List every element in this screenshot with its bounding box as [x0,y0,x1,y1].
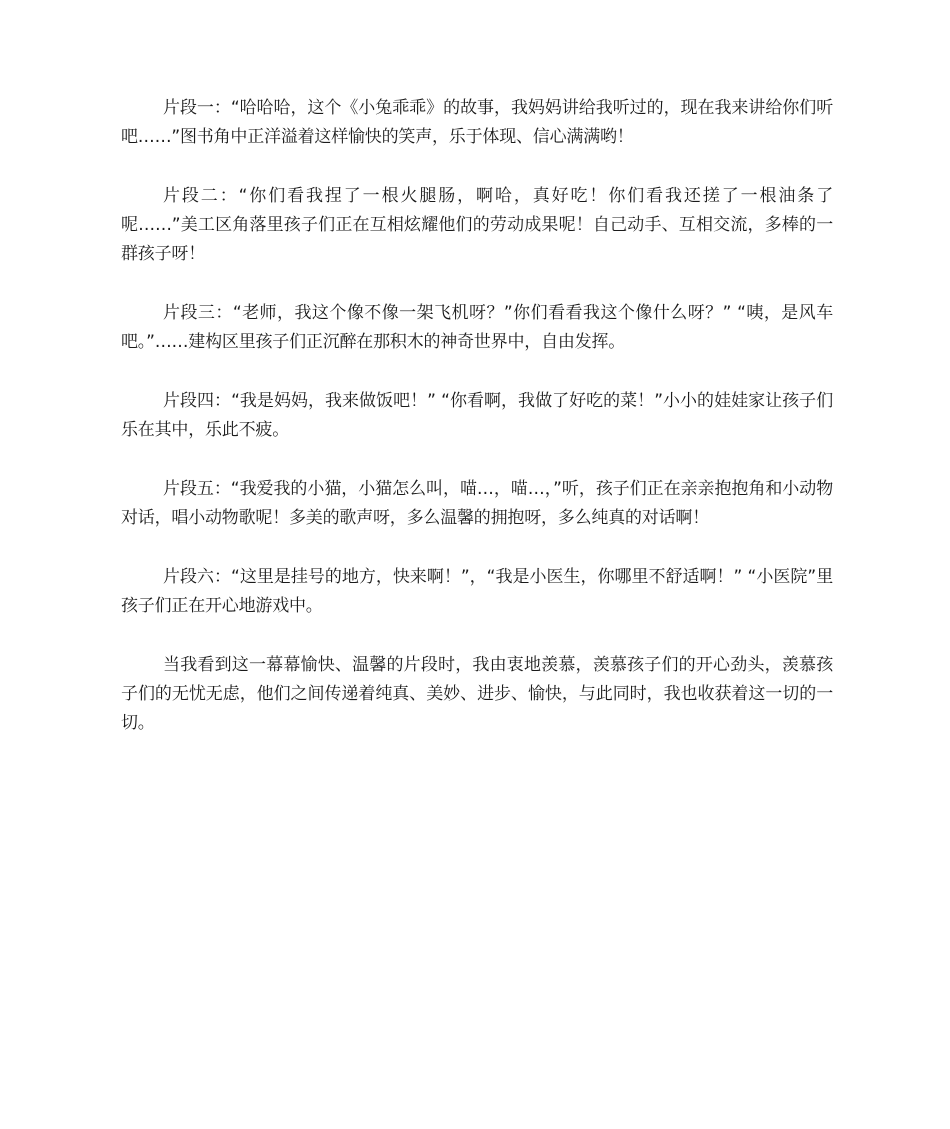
paragraph-fragment-1: 片段一：“哈哈哈，这个《小兔乖乖》的故事，我妈妈讲给我听过的，现在我来讲给你们听吧……”图书角中正洋溢着这样愉快的笑声，乐于体现、信心满满哟！ [121,98,833,147]
paragraph-fragment-3: 片段三：“老师，我这个像不像一架飞机呀？”你们看看我这个像什么呀？” “咦，是风车吧。”……建构区里孩子们正沉醉在那积木的神奇世界中，自由发挥。 [121,303,833,352]
paragraph-fragment-6: 片段六：“这里是挂号的地方，快来啊！”，“我是小医生，你哪里不舒适啊！” “小医院”里孩子们正在开心地游戏中。 [121,567,833,616]
paragraph-fragment-4: 片段四：“我是妈妈，我来做饭吧！” “你看啊，我做了好吃的菜！”小小的娃娃家让孩子们乐在其中，乐此不疲。 [121,391,833,440]
paragraph-conclusion: 当我看到这一幕幕愉快、温馨的片段时，我由衷地羡慕，羡慕孩子们的开心劲头，羡慕孩子们的无忧无虑，他们之间传递着纯真、美妙、进步、愉快，与此同时，我也收获着这一切的一切。 [121,655,833,733]
paragraph-fragment-2: 片段二：“你们看我捏了一根火腿肠，啊哈，真好吃！你们看我还搓了一根油条了呢……”美工区角落里孩子们正在互相炫耀他们的劳动成果呢！自己动手、互相交流，多棒的一群孩子呀！ [121,186,833,264]
paragraph-fragment-5: 片段五：“我爱我的小猫，小猫怎么叫，喵…，喵…，”听，孩子们正在亲亲抱抱角和小动物对话，唱小动物歌呢！多美的歌声呀，多么温馨的拥抱呀，多么纯真的对话啊！ [121,479,833,528]
document-body [121,94,833,768]
